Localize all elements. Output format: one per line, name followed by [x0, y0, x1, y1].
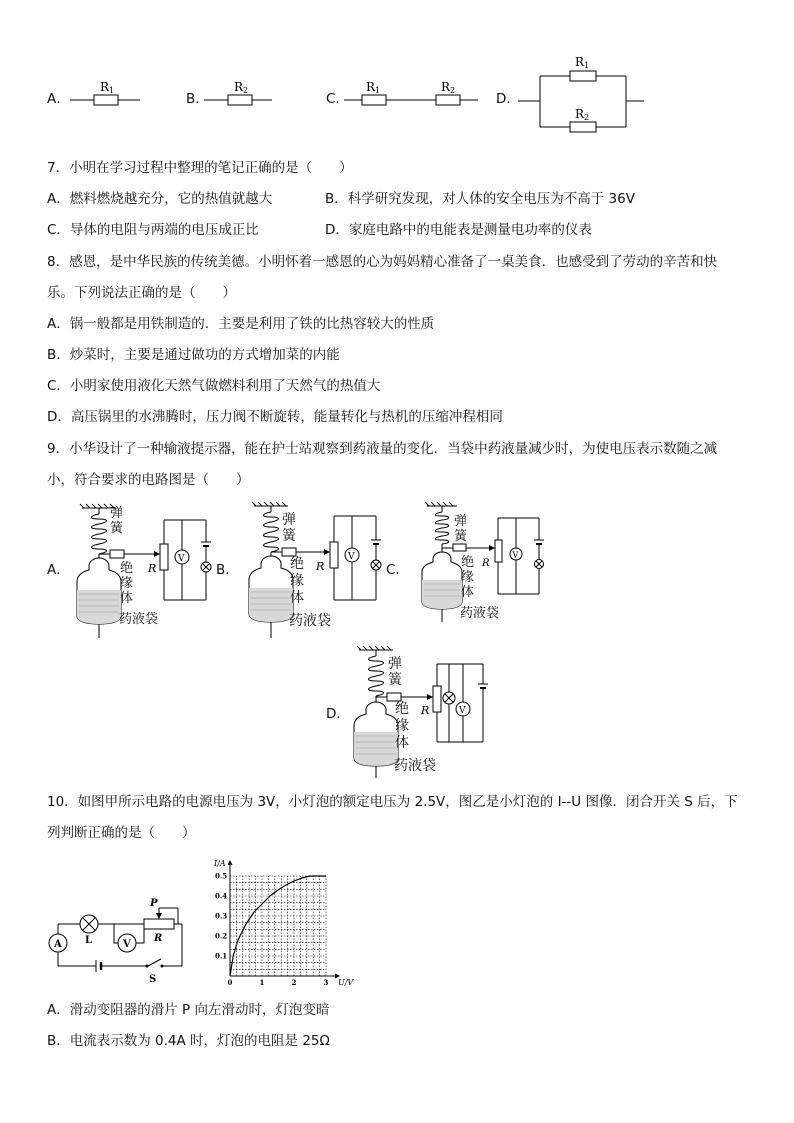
q8-stem-line2: 乐。下列说法正确的是（ ） — [47, 285, 236, 301]
q10-option-a: A．滑动变阻器的滑片 P 向左滑动时，灯泡变暗 — [47, 1002, 330, 1018]
svg-text:L: L — [85, 935, 93, 946]
q9-stem-line1: 9．小华设计了一种输液提示器，能在护士站观察到药液量的变化．当袋中药液量减少时，为使电压表示数随之减 — [47, 441, 718, 457]
series-resistors-figure — [344, 78, 484, 110]
svg-text:V: V — [123, 939, 131, 950]
svg-text:A: A — [54, 939, 62, 950]
svg-text:P: P — [150, 898, 158, 909]
q9-d-spring-label: 弹簧 — [388, 656, 402, 688]
q9-option-c-label: C． — [386, 562, 409, 578]
q9-b-spring-label: 弹簧 — [282, 512, 296, 544]
q8-option-c: C．小明家使用液化天然气做燃料利用了天然气的热值大 — [47, 378, 381, 394]
q9-d-insulator-label: 绝缘体 — [395, 701, 409, 751]
svg-text:R2: R2 — [234, 80, 249, 95]
q9-stem-line2: 小，符合要求的电路图是（ ） — [47, 472, 250, 488]
svg-text:R: R — [421, 704, 430, 717]
q9-a-bag-label: 药液袋 — [119, 612, 159, 627]
resistor-r2-figure — [204, 78, 279, 110]
svg-text:V: V — [348, 552, 355, 562]
x-tick-label: 1 — [259, 978, 265, 987]
chart-x-axis-label: U/V — [338, 978, 354, 987]
svg-text:R: R — [154, 933, 163, 944]
option-b-label: B． — [186, 91, 209, 107]
parallel-resistors-figure — [518, 54, 648, 134]
svg-text:V: V — [512, 550, 519, 560]
svg-text:R2: R2 — [575, 107, 590, 122]
svg-text:R: R — [316, 560, 325, 573]
option-c-label: C． — [326, 91, 349, 107]
option-a-label: A． — [47, 91, 70, 107]
q9-c-spring-label: 弹簧 — [454, 514, 468, 544]
option-d-label: D． — [496, 91, 520, 107]
svg-text:R2: R2 — [441, 80, 456, 95]
q9-c-bag-label: 药液袋 — [460, 606, 500, 621]
svg-text:V: V — [459, 706, 466, 716]
svg-text:V: V — [178, 554, 185, 564]
x-tick-label: 0 — [227, 978, 233, 987]
q9-b-bag-label: 药液袋 — [289, 613, 331, 629]
q9-a-insulator-label: 绝缘体 — [120, 561, 134, 606]
svg-text:R1: R1 — [366, 80, 381, 95]
q8-stem-line1: 8．感恩，是中华民族的传统美德。小明怀着一感恩的心为妈妈精心准备了一桌美食．也感受到了劳动的辛苦和快 — [47, 254, 718, 270]
y-tick-label: 0.2 — [215, 931, 228, 941]
chart-y-axis-label: I/A — [214, 859, 226, 868]
q9-option-d-label: D． — [326, 706, 350, 722]
q9-c-insulator-label: 绝缘体 — [461, 555, 475, 600]
y-tick-label: 0.4 — [215, 891, 228, 901]
iu-curve — [230, 876, 326, 976]
q7-option-d: D．家庭电路中的电能表是测量电功率的仪表 — [325, 222, 592, 238]
q8-option-a: A．锅一般都是用铁制造的．主要是利用了铁的比热容较大的性质 — [47, 316, 435, 332]
q7-option-b: B．科学研究发现，对人体的安全电压为不高于 36V — [325, 191, 635, 207]
q10-circuit — [44, 890, 194, 985]
q8-option-d: D．高压锅里的水沸腾时，压力阀不断旋转，能量转化与热机的压缩冲程相同 — [47, 409, 503, 425]
iu-chart — [206, 850, 356, 985]
svg-text:R1: R1 — [100, 80, 115, 95]
y-tick-label: 0.3 — [215, 911, 228, 921]
q9-a-spring-label: 弹簧 — [110, 506, 124, 536]
y-axis-arrow — [228, 860, 233, 865]
q7-option-a: A．燃料燃烧越充分，它的热值就越大 — [47, 191, 273, 207]
x-tick-label: 3 — [323, 978, 329, 987]
resistor-r1-figure — [70, 78, 145, 110]
x-tick-label: 2 — [291, 978, 297, 987]
q9-d-bag-label: 药液袋 — [394, 758, 436, 774]
q9-option-a-label: A． — [47, 562, 70, 578]
q10-stem-line2: 列判断正确的是（ ） — [47, 825, 196, 841]
q7-option-c: C．导体的电阻与两端的电压成正比 — [47, 222, 259, 238]
q8-option-b: B．炒菜时，主要是通过做功的方式增加菜的内能 — [47, 347, 340, 363]
svg-text:R: R — [482, 558, 490, 569]
y-tick-label: 0.5 — [215, 871, 228, 881]
q10-option-b: B．电流表示数为 0.4A 时，灯泡的电阻是 25Ω — [47, 1033, 330, 1049]
svg-text:R1: R1 — [575, 55, 590, 70]
svg-text:R: R — [148, 562, 157, 575]
q7-stem: 7．小明在学习过程中整理的笔记正确的是（ ） — [47, 160, 353, 176]
q9-b-insulator-label: 绝缘体 — [290, 556, 304, 606]
y-tick-label: 0.1 — [215, 951, 228, 961]
q9-option-b-label: B． — [216, 562, 239, 578]
chart-axes — [228, 860, 341, 979]
q10-stem-line1: 10．如图甲所示电路的电源电压为 3V，小灯泡的额定电压为 2.5V，图乙是小灯泡的 I--U 图像．闭合开关 S 后，下 — [47, 794, 738, 810]
svg-text:S: S — [149, 974, 157, 985]
